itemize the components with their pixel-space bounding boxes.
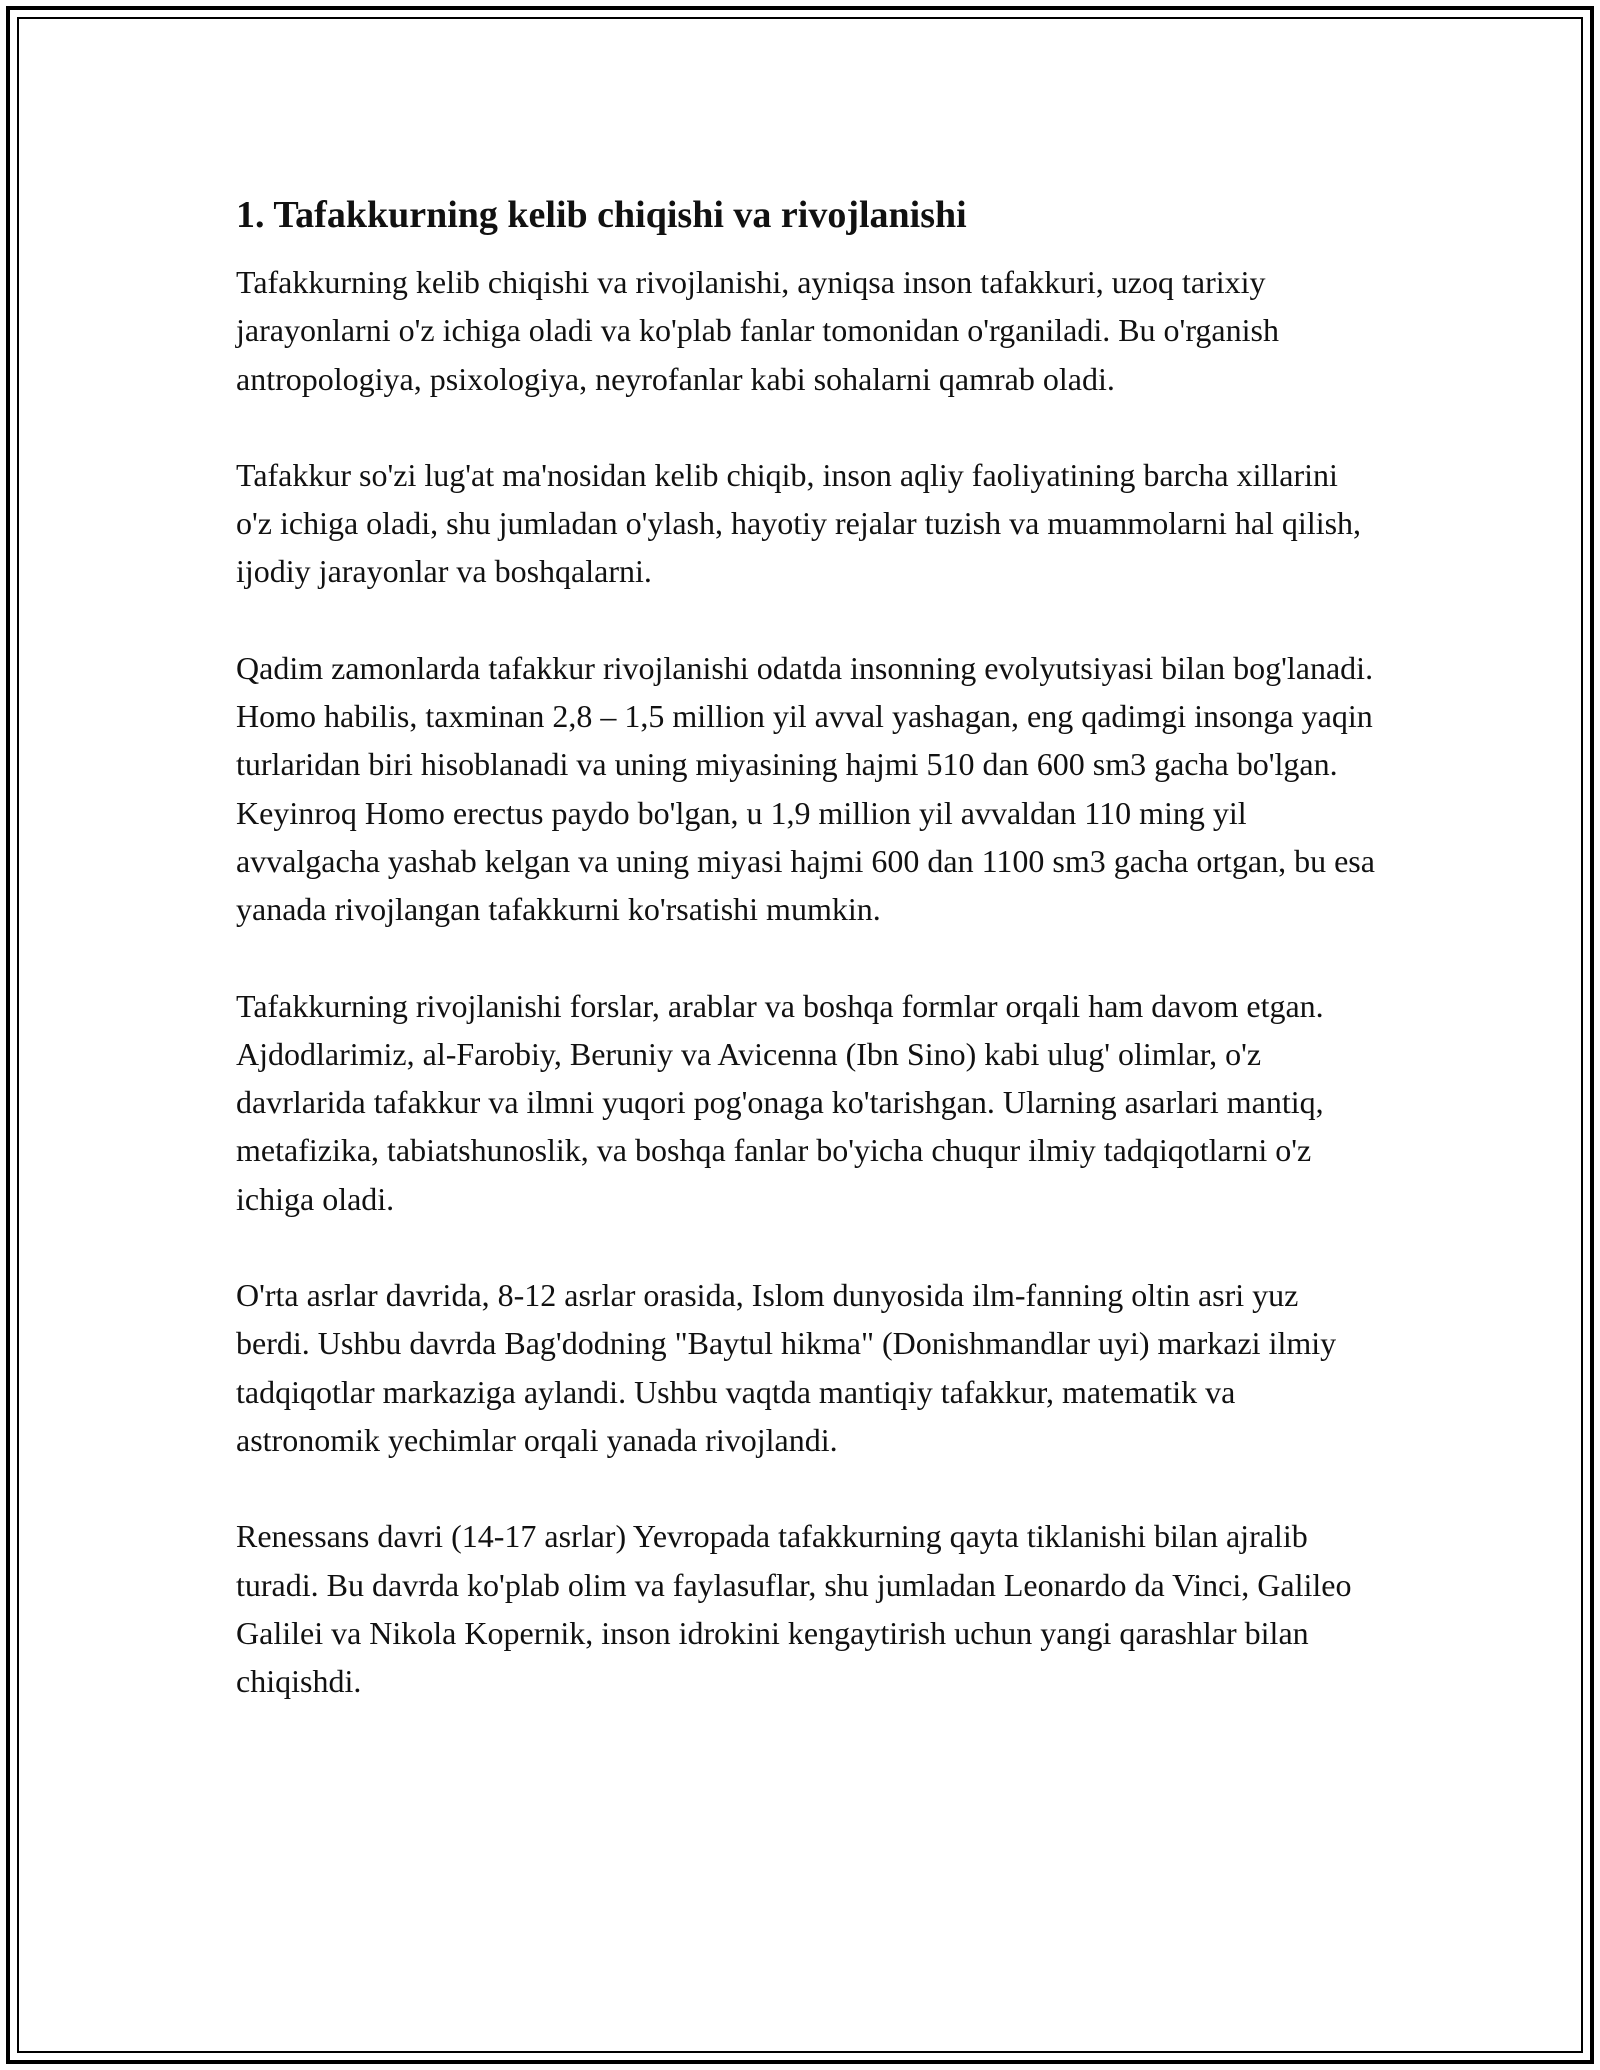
paragraph-scholars: Tafakkurning rivojlanishi forslar, arablar va boshqa formlar orqali ham davom etgan. Ajdodlarimiz, al-Farobiy, Beruniy va Avicenna (Ibn Sino) kabi ulug' olimlar, o'z davrlarida tafakkur va ilmni yuqori pog'onaga ko'tarishgan. Ularning asarlari mantiq, metafizika, tabiatshunoslik, va boshqa fanlar bo'yicha chuqur ilmiy tadqiqotlarni o'z ichiga oladi. (236, 987, 1324, 1217)
document-body (236, 186, 1376, 1705)
section-title: 1. Tafakkurning kelib chiqishi va rivojlanishi (236, 194, 967, 236)
paragraph-ancient-evolution: Qadim zamonlarda tafakkur rivojlanishi odatda insonning evolyutsiyasi bilan bog'lanadi. Homo habilis, taxminan 2,8 – 1,5 million yil avval yashagan, eng qadimgi insonga yaqin turlaridan biri hisoblanadi va uning miyasining hajmi 510 dan 600 sm3 gacha bo'lgan. Keyinroq Homo erectus paydo bo'lgan, u 1,9 million yil avvaldan 110 ming yil avvalgacha yashab kelgan va uning miyasi hajmi 600 dan 1100 sm3 gacha ortgan, bu esa yanada rivojlangan tafakkurni ko'rsatishi mumkin. (236, 649, 1375, 928)
paragraph-definition: Tafakkur so'zi lug'at ma'nosidan kelib chiqib, inson aqliy faoliyatining barcha xillarini o'z ichiga oladi, shu jumladan o'ylash, hayotiy rejalar tuzish va muammolarni hal qilish, ijodiy jarayonlar va boshqalarni. (236, 456, 1362, 590)
paragraph-origin: Tafakkurning kelib chiqishi va rivojlanishi, ayniqsa inson tafakkuri, uzoq tarixiy jarayonlarni o'z ichiga oladi va ko'plab fanlar tomonidan o'rganiladi. Bu o'rganish antropologiya, psixologiya, neyrofanlar kabi sohalarni qamrab oladi. (236, 264, 1279, 397)
paragraph-middle-ages: O'rta asrlar davrida, 8-12 asrlar orasida, Islom dunyosida ilm-fanning oltin asri yuz berdi. Ushbu davrda Bag'dodning "Baytul hikma" (Donishmandlar uyi) markazi ilmiy tadqiqotlar markaziga aylandi. Ushbu vaqtda mantiqiy tafakkur, matematik va astronomik yechimlar orqali yanada rivojlandi. (236, 1277, 1337, 1458)
paragraph-renaissance: Renessans davri (14-17 asrlar) Yevropada tafakkurning qayta tiklanishi bilan ajralib turadi. Bu davrda ko'plab olim va faylasuflar, shu jumladan Leonardo da Vinci, Galileo Galilei va Nikola Kopernik, inson idrokini kengaytirish uchun yangi qarashlar bilan chiqishdi. (236, 1518, 1352, 1700)
